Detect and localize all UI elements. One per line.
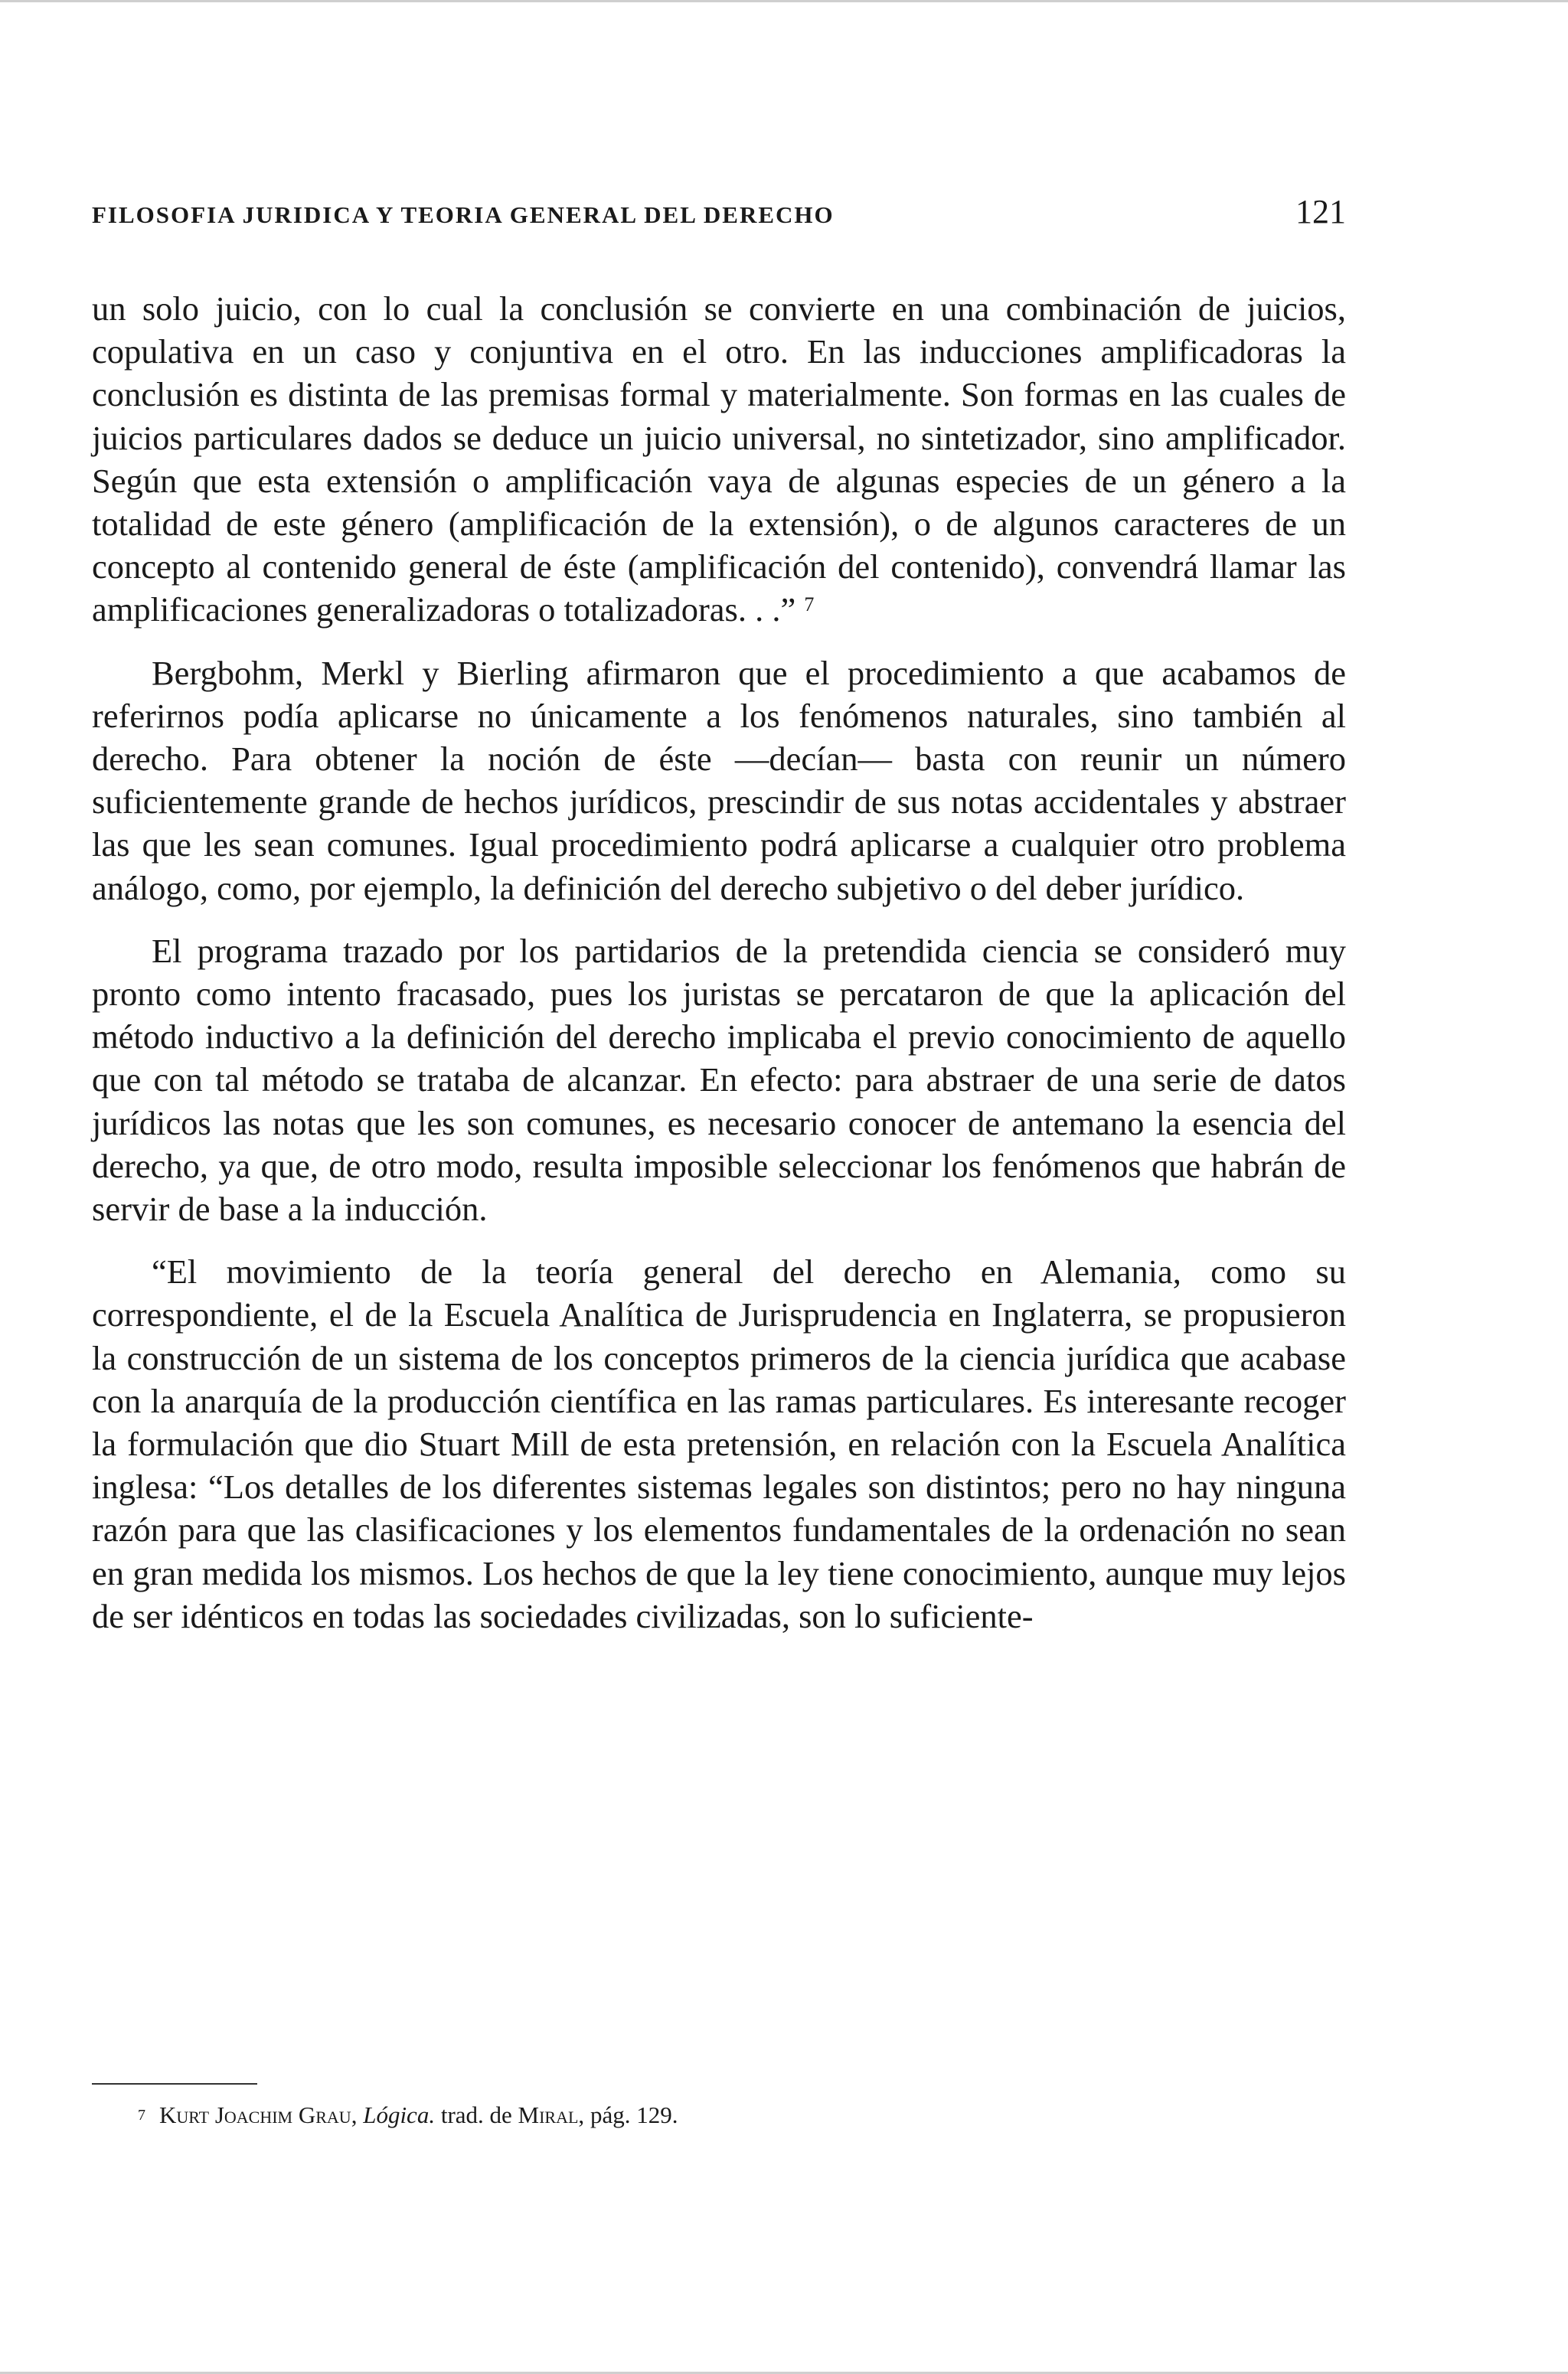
footnote-page: pág. 129. bbox=[590, 2101, 678, 2128]
paragraph-1 bbox=[92, 287, 1346, 632]
footnote-translator: Miral, bbox=[518, 2101, 585, 2128]
footnote-author: Kurt Joachim Grau, bbox=[159, 2101, 358, 2128]
paragraph-2: Bergbohm, Merkl y Bierling afirmaron que el procedimiento a que acabamos de referirnos podía aplicarse no únicamente a los fenómenos naturales, sino también al derecho. Para obtener la noción de éste —decían— basta con reunir un número suficientemente grande de hechos jurídicos, prescindir de sus notas accidentales y abstraer las que les sean comunes. Igual procedimiento podrá aplicarse a cualquier otro problema análogo, como, por ejemplo, la definición del derecho subjetivo o del deber jurídico. bbox=[92, 653, 1346, 907]
body-text bbox=[92, 287, 1346, 1657]
footnote-reference: 7 bbox=[804, 593, 815, 616]
paragraph-1-text: un solo juicio, con lo cual la conclusión se convierte en una combinación de juicios, copulativa en un caso y conjuntiva en el otro. En las inducciones amplificadoras la conclusión es distinta de las premisas formal y materialmente. Son formas en las cuales de juicios particulares dados se deduce un juicio universal, no sintetizador, sino amplificador. Según que esta extensión o amplificación vaya de algunas especies de un género a la totalidad de este género (amplificación de la extensión), o de algunos caracteres de un concepto al contenido general de éste (amplificación del contenido), convendrá llamar las amplificaciones generalizadoras o totalizadoras. . .” bbox=[92, 289, 1346, 629]
paragraph-4: “El movimiento de la teoría general del derecho en Alemania, como su correspondiente, el de la Escuela Analítica de Jurisprudencia en Inglaterra, se propusieron la construcción de un sistema de los conceptos primeros de la ciencia jurídica que acabase con la anarquía de la producción científica en las ramas particulares. Es interesante recoger la formulación que dio Stuart Mill de esta pretensión, en relación con la Escuela Analítica inglesa: “Los detalles de los diferentes sistemas legales son distintos; pero no hay ninguna razón para que las clasificaciones y los elementos fundamentales de la ordenación no sean en gran medida los mismos. Los hechos de que la ley tiene conocimiento, aunque muy lejos de ser idénticos en todas las sociedades civilizadas, son lo suficiente- bbox=[92, 1252, 1346, 1635]
footnote-divider bbox=[92, 2083, 257, 2085]
footnote-mark: 7 bbox=[138, 2107, 145, 2124]
running-title: FILOSOFIA JURIDICA Y TEORIA GENERAL DEL DERECHO bbox=[92, 201, 835, 228]
running-head bbox=[92, 192, 1346, 231]
footnote-7 bbox=[138, 2100, 678, 2131]
footnote-title: Lógica. bbox=[363, 2101, 436, 2128]
footnote-trad-label: trad. de bbox=[440, 2101, 512, 2128]
paragraph-3: El programa trazado por los partidarios de la pretendida ciencia se consideró muy pronto como intento fracasado, pues los juristas se percataron de que la aplicación del método inductivo a la definición del derecho implicaba el previo conocimiento de aquello que con tal método se trataba de alcanzar. En efecto: para abstraer de una serie de datos jurídicos las notas que les son comunes, es necesario conocer de antemano la esencia del derecho, ya que, de otro modo, resulta imposible seleccionar los fenómenos que habrán de servir de base a la inducción. bbox=[92, 931, 1346, 1229]
page-number: 121 bbox=[1295, 193, 1346, 230]
